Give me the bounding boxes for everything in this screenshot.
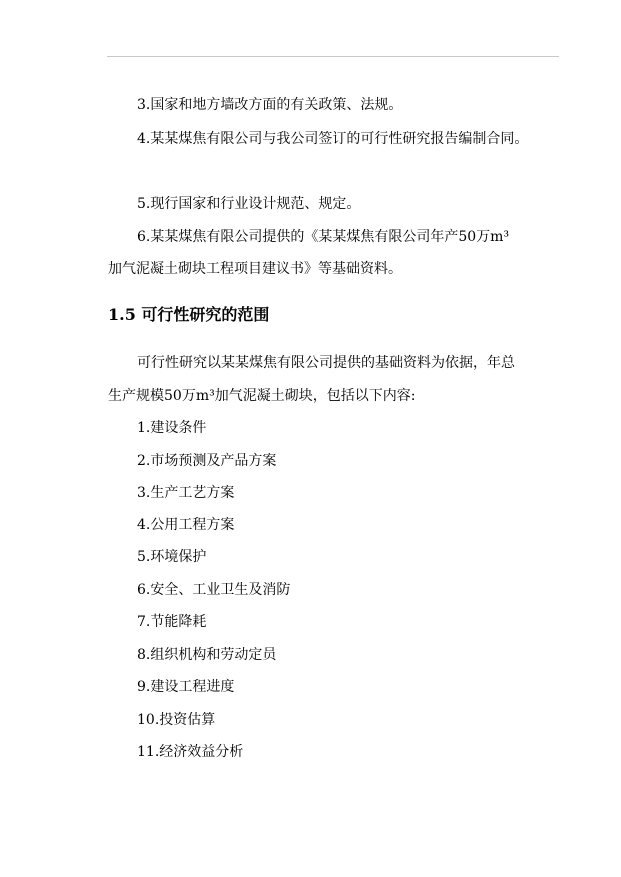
- section-heading: 1.5 可行性研究的范围: [108, 305, 270, 324]
- paragraph-item-6-continuation: 加气泥凝土砌块工程项目建议书》等基础资料。: [108, 261, 402, 277]
- paragraph-item-3: 3.国家和地方墙改方面的有关政策、法规。: [137, 97, 403, 113]
- list-item: 7.节能降耗: [137, 614, 207, 630]
- header-rule: [107, 56, 559, 57]
- paragraph-item-6: 6.某某煤焦有限公司提供的《某某煤焦有限公司年产50万m³: [137, 229, 510, 245]
- list-item: 2.市场预测及产品方案: [137, 453, 277, 469]
- list-item: 4.公用工程方案: [137, 517, 235, 533]
- intro-line-2: 生产规模50万m³加气泥凝土砌块，包括以下内容:: [108, 388, 416, 404]
- list-item: 6.安全、工业卫生及消防: [137, 582, 291, 598]
- paragraph-item-5: 5.现行国家和行业设计规范、规定。: [137, 196, 361, 212]
- list-item: 1.建设条件: [137, 420, 207, 436]
- list-item: 10.投资估算: [137, 712, 216, 728]
- paragraph-item-4: 4.某某煤焦有限公司与我公司签订的可行性研究报告编制合同。: [137, 131, 529, 147]
- list-item: 8.组织机构和劳动定员: [137, 647, 277, 663]
- list-item: 3.生产工艺方案: [137, 485, 235, 501]
- intro-line-1: 可行性研究以某某煤焦有限公司提供的基础资料为依据，年总: [137, 355, 515, 371]
- list-item: 5.环境保护: [137, 549, 207, 565]
- list-item: 11.经济效益分析: [137, 744, 244, 760]
- list-item: 9.建设工程进度: [137, 679, 235, 695]
